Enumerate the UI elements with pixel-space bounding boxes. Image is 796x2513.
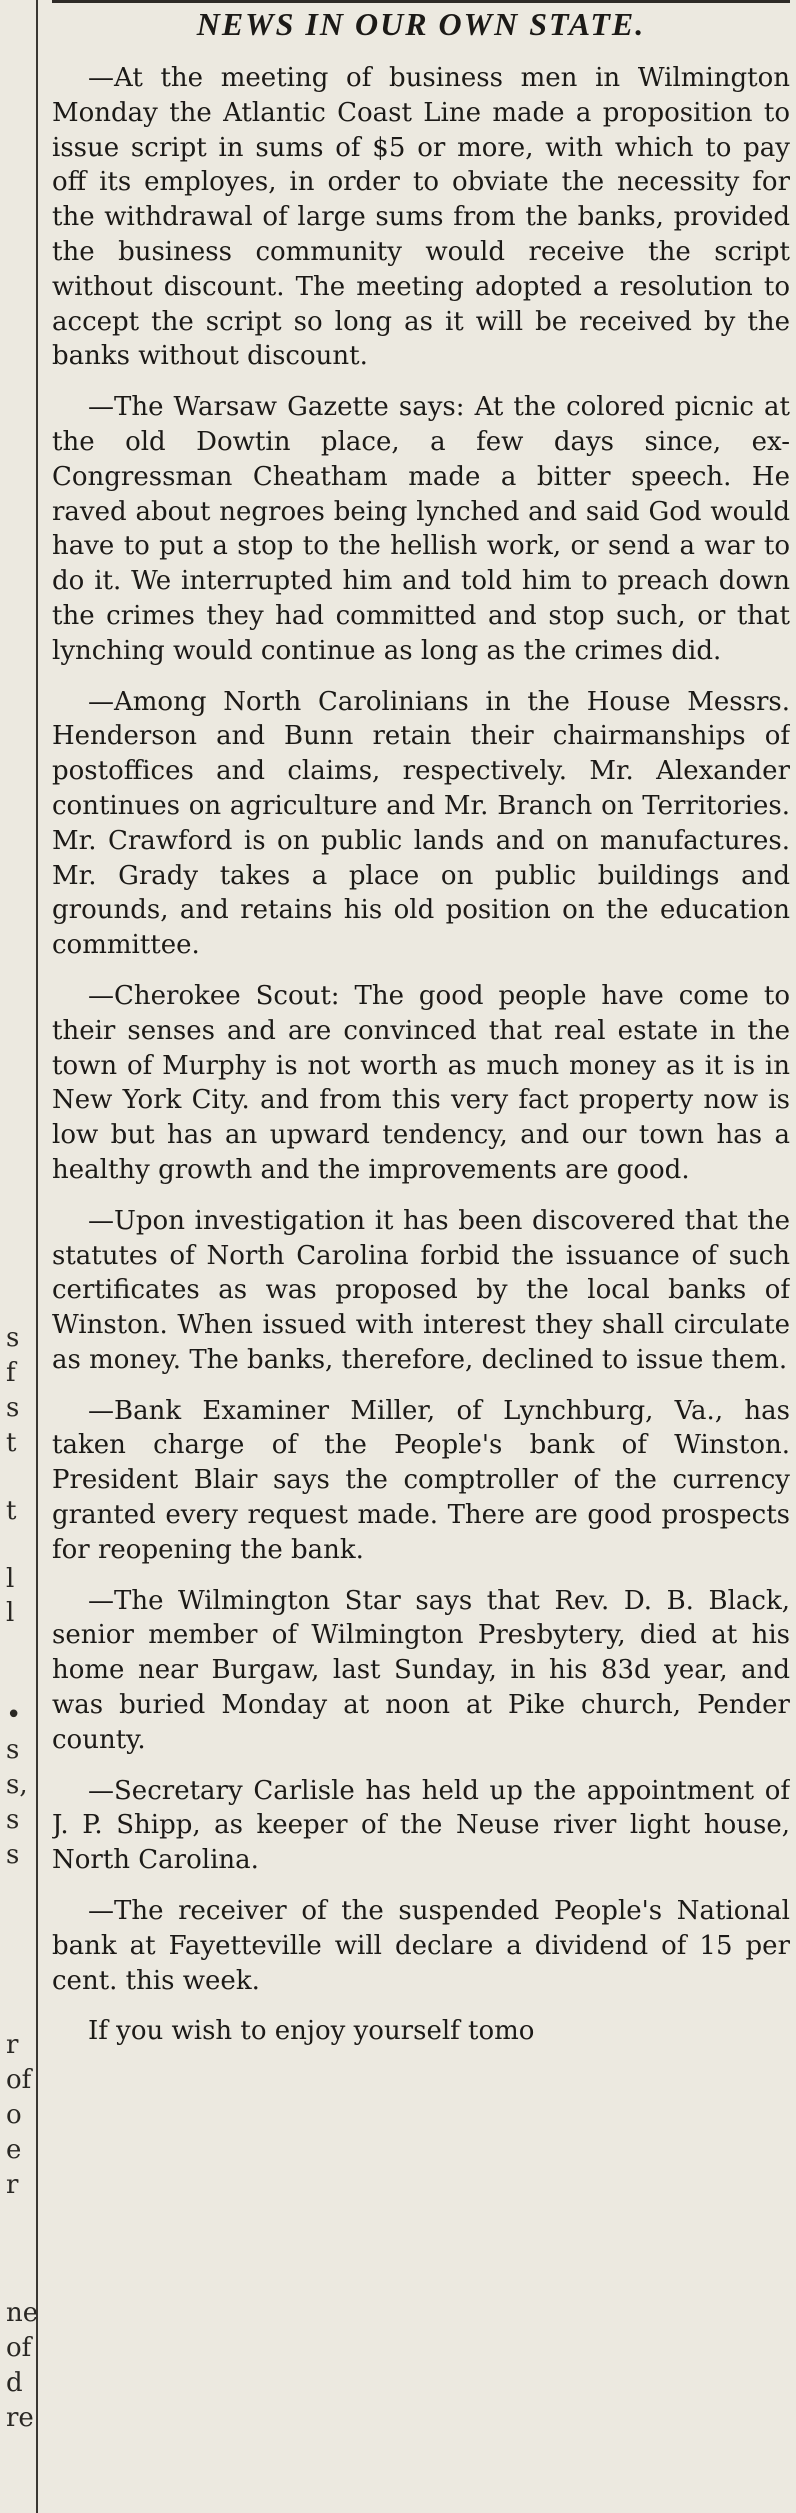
news-item: —Cherokee Scout: The good people have come to their senses and are convinced that real estate in the town of Murphy is not worth as much money as it is in New York City. and from this very fact property now is low but has an upward tendency, and our town has a healthy growth and the improvements are good.: [52, 980, 790, 1185]
article-column: [52, 0, 790, 2513]
gutter-fragment: ne: [6, 2298, 39, 2328]
gutter-fragment: s: [6, 1805, 20, 1835]
news-item: —Bank Examiner Miller, of Lynchburg, Va., has taken charge of the People's bank of Winston. President Blair says the comptroller of the currency granted every request made. There are good prospects for reopening the bank.: [52, 1395, 790, 1565]
gutter-fragment: f: [6, 1358, 16, 1388]
news-item: —The receiver of the suspended People's National bank at Fayetteville will declare a dividend of 15 per cent. this week.: [52, 1896, 790, 1996]
gutter-fragment: s: [6, 1393, 20, 1423]
news-item: —Upon investigation it has been discovered that the statutes of North Carolina forbid the issuance of such certificates as was proposed by the local banks of Winston. When issued with interest they shall circulate as money. The banks, therefore, declined to issue them.: [52, 1205, 790, 1375]
news-item: —Among North Carolinians in the House Messrs. Henderson and Bunn retain their chairmanships of postoffices and claims, respectively. Mr. Alexander continues on agriculture and Mr. Branch on Territories. Mr. Crawford is on public lands and on manufactures. Mr. Grady takes a place on public buildings and grounds, and retains his old position on the education committee.: [52, 686, 790, 961]
news-item: —Secretary Carlisle has held up the appointment of J. P. Shipp, as keeper of the Neuse river light house, North Carolina.: [52, 1775, 790, 1876]
gutter-fragment: s,: [6, 1770, 28, 1800]
gutter-fragment: l: [6, 1564, 15, 1594]
gutter-fragment: s: [6, 1323, 20, 1353]
gutter-fragment: re: [6, 2403, 34, 2433]
gutter-fragment: e: [6, 2135, 22, 2165]
gutter-fragment: l: [6, 1598, 15, 1628]
gutter-fragment: o: [6, 2100, 22, 2130]
gutter-fragment: t: [6, 1428, 17, 1458]
left-gutter: [0, 0, 38, 2513]
gutter-fragment: s: [6, 1735, 20, 1765]
gutter-fragment: of: [6, 2333, 32, 2363]
gutter-fragment: s: [6, 1840, 20, 1870]
gutter-fragment: r: [6, 2170, 19, 2200]
news-item: —The Wilmington Star says that Rev. D. B. Black, senior member of Wilmington Presbytery, died at his home near Burgaw, last Sunday, in his 83d year, and was buried Monday at noon at Pike church, Pender county.: [52, 1585, 790, 1755]
cut-off-line: If you wish to enjoy yourself tomo: [88, 2016, 535, 2047]
gutter-fragment: d: [6, 2368, 23, 2398]
gutter-fragment: r: [6, 2030, 19, 2060]
news-item: —At the meeting of business men in Wilmington Monday the Atlantic Coast Line made a proposition to issue script in sums of $5 or more, with which to pay off its employes, in order to obviate the necessity for the withdrawal of large sums from the banks, provided the business community would receive the script without discount. The meeting adopted a resolution to accept the script so long as it will be received by the banks without discount.: [52, 63, 790, 372]
page-title: NEWS IN OUR OWN STATE.: [196, 6, 646, 42]
news-item: —The Warsaw Gazette says: At the colored picnic at the old Dowtin place, a few days since, ex-Congressman Cheatham made a bitter speech. He raved about negroes being lynched and said God would have to put a stop to the hellish work, or send a war to do it. We interrupted him and told him to preach down the crimes they had committed and stop such, or that lynching would continue as long as the crimes did.: [52, 392, 790, 666]
gutter-fragment: •: [6, 1700, 22, 1730]
gutter-fragment: of: [6, 2065, 32, 2095]
gutter-fragment: t: [6, 1496, 17, 1526]
